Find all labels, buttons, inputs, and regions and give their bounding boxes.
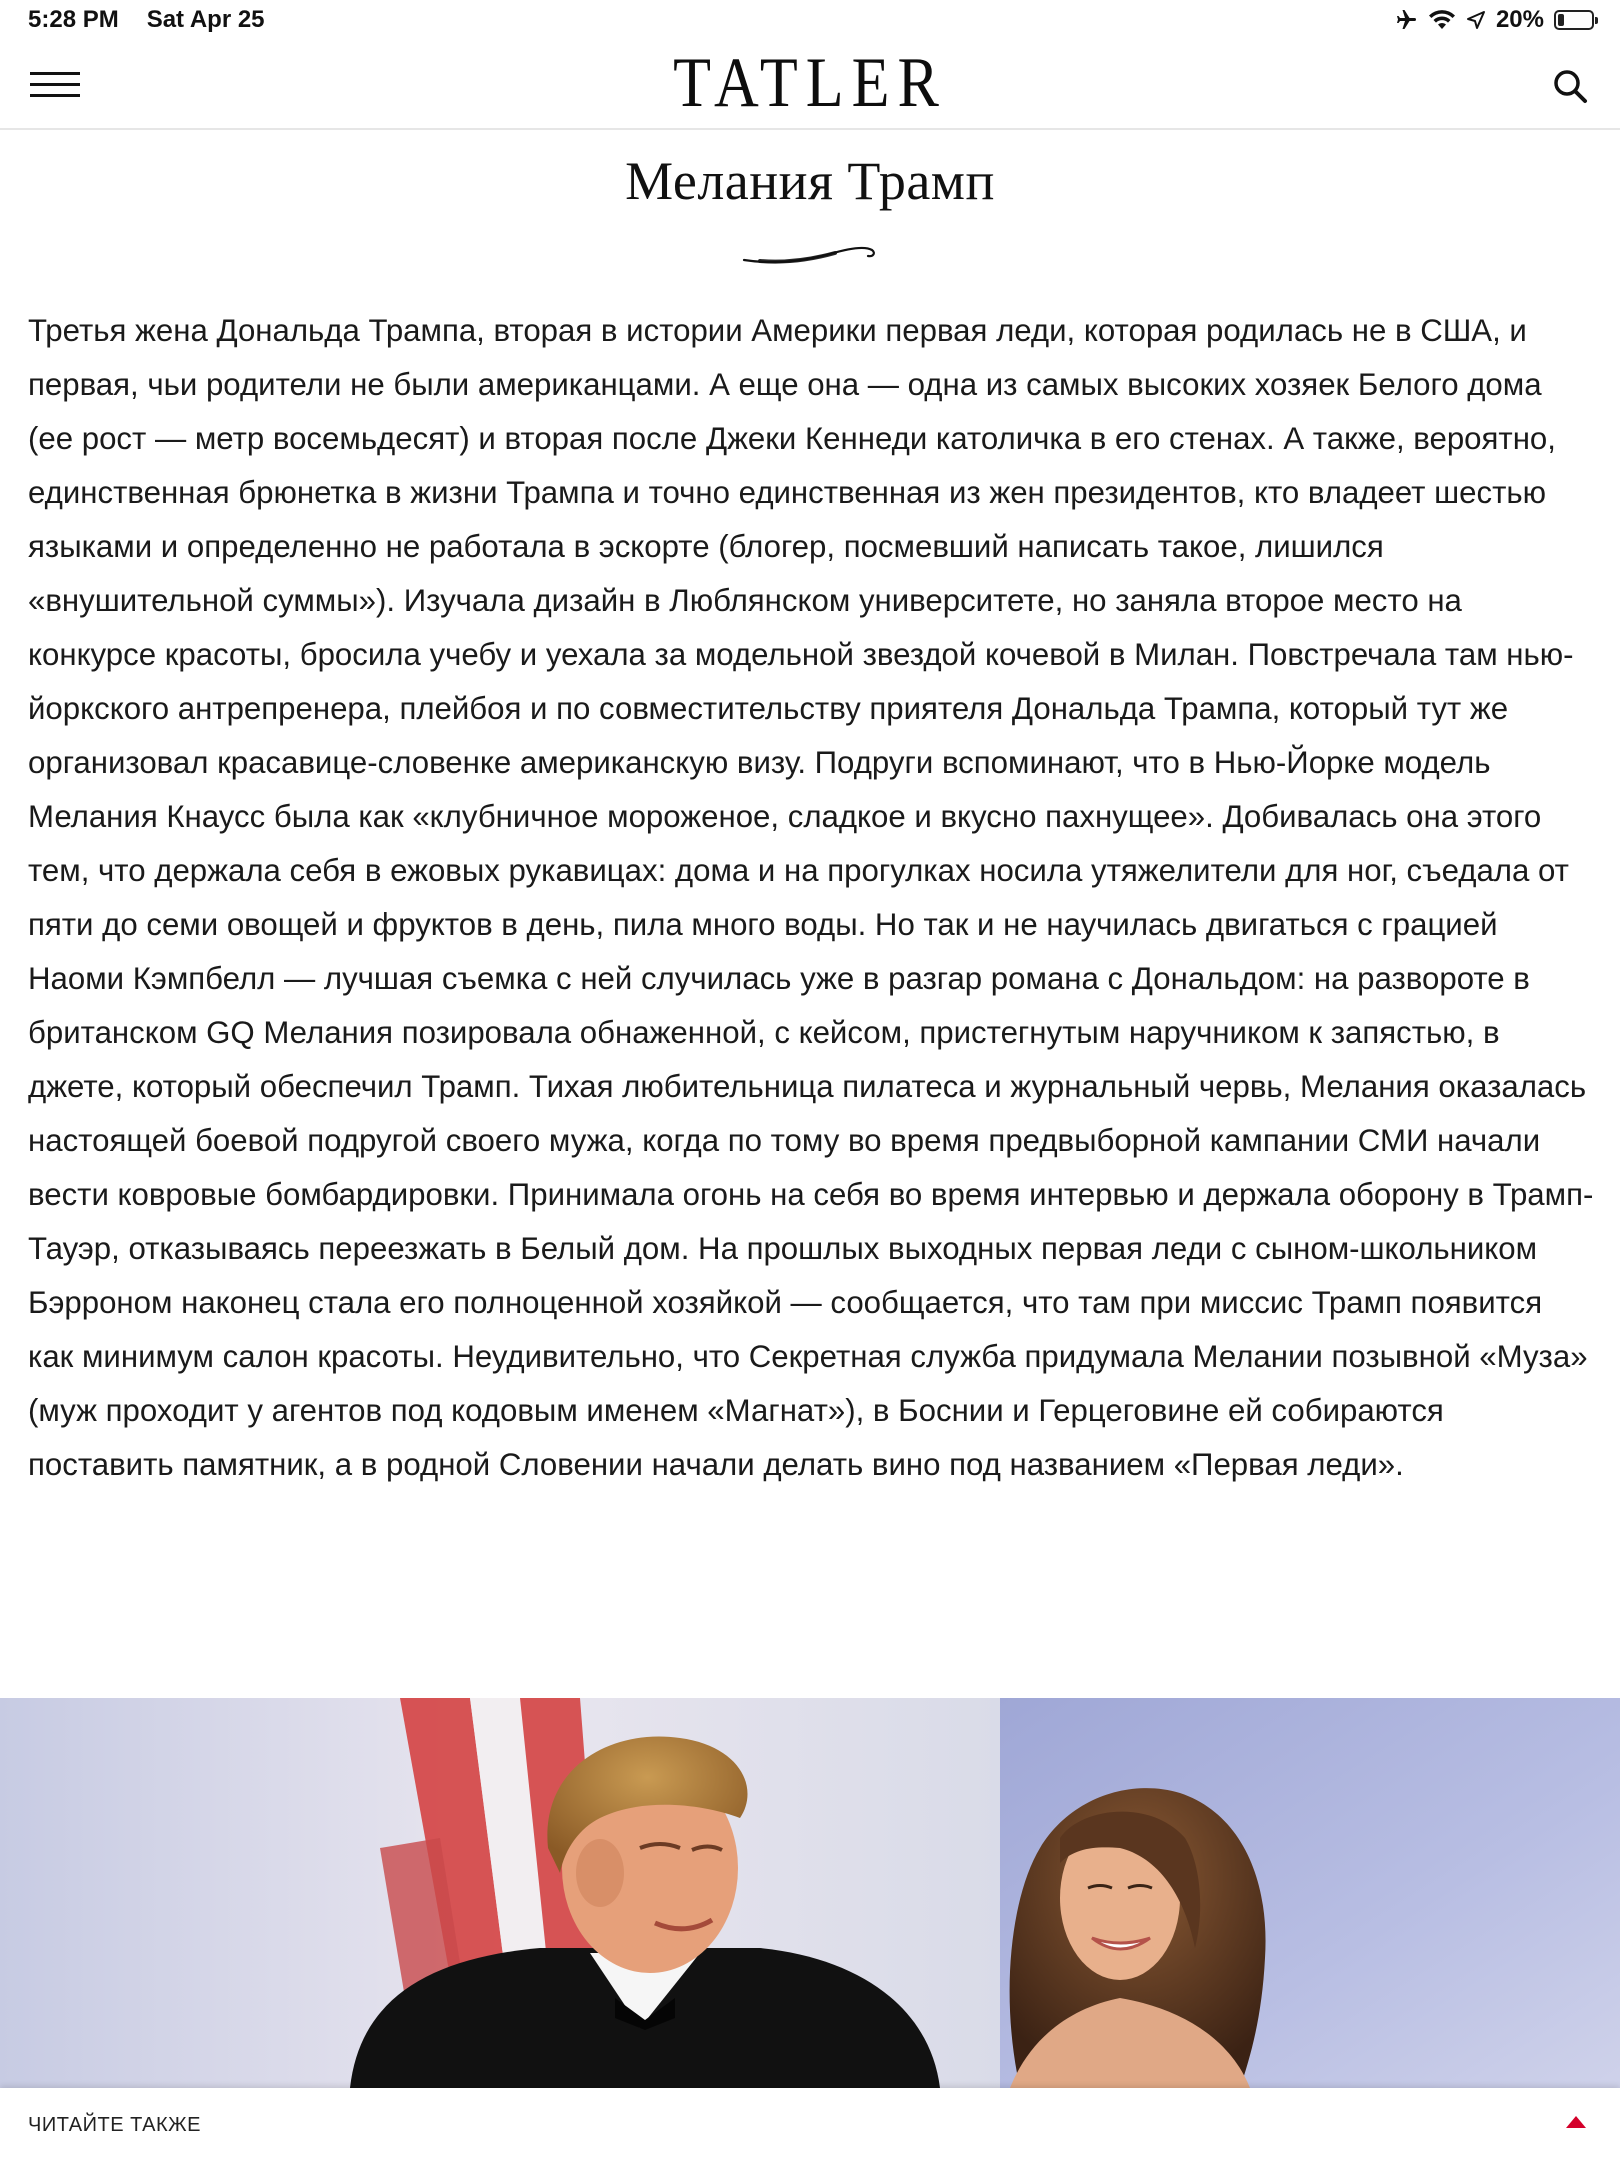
- battery-percent: 20%: [1495, 6, 1544, 33]
- article-body: Третья жена Дональда Трампа, вторая в истории Америки первая леди, которая родилась не в США, и первая, чьи родители не были американцами. А еще она — одна из самых высоких хозяек Белого дома (ее рост — метр восемьдесят) и вторая после Джеки Кеннеди католичка в его стенах. А также, вероятно, единственная брюнетка в жизни Трампа и точно единственная из жен президентов, кто владеет шестью языками и определенно не работала в эскорте (блогер, посмевший написать такое, лишился «внушительной суммы»). Изучала дизайн в Люблянском университете, но заняла второе место на конкурсе красоты, бросила учебу и уехала за модельной звездой кочевой в Милан. Повстречала там нью-йоркского антрепренера, плейбоя и по совместительству приятеля Дональда Трампа, который тут же организовал красавице-словенке американскую визу. Подруги вспоминают, что в Нью-Йорке модель Мелания Кнаусс была как «клубничное мороженое, сладкое и вкусно пахнущее». Добивалась она этого тем, что держала себя в ежовых рукавицах: дома и на прогулках носила утяжелители для ног, съедала от пяти до семи овощей и фруктов в день, пила много воды. Но так и не научилась двигаться с грацией Наоми Кэмпбелл — лучшая съемка с ней случилась уже в разгар романа с Дональдом: на развороте в британском GQ Мелания позировала обнаженной, с кейсом, пристегнутым наручником к запястью, в джете, который обеспечил Трамп. Тихая любительница пилатеса и журнальный червь, Мелания оказалась настоящей боевой подругой своего мужа, когда по тому во время предвыборной кампании СМИ начали вести ковровые бомбардировки. Принимала огонь на себя во время интервью и держала оборону в Трамп-Тауэр, отказываясь переезжать в Белый дом. На прошлых выходных первая леди с сыном-школьником Бэрроном наконец стала его полноценной хозяйкой — сообщается, что там при миссис Трамп появится как минимум салон красоты. Неудивительно, что Секретная служба придумала Мелании позывной «Муза» (муж проходит у агентов под кодовым именем «Магнат»), в Боснии и Герцеговине ей собираются поставить памятник, а в родной Словении начали делать вино под названием «Первая леди».: [28, 313, 1594, 1482]
- tatler-logo[interactable]: TATLER: [673, 43, 947, 123]
- status-time: 5:28 PM: [28, 6, 119, 33]
- status-bar: [0, 0, 1620, 40]
- article-photo[interactable]: [0, 1698, 1620, 2088]
- wifi-icon: [1428, 9, 1456, 31]
- location-icon: [1466, 10, 1486, 30]
- search-icon[interactable]: [1550, 66, 1590, 106]
- battery-icon: [1554, 10, 1594, 30]
- expand-up-icon[interactable]: [1566, 2116, 1586, 2128]
- read-also-bar[interactable]: [0, 2088, 1620, 2160]
- read-also-label: ЧИТАЙТЕ ТАКЖЕ: [28, 2114, 201, 2136]
- photo-illustration: [0, 1698, 1620, 2088]
- battery-fill: [1558, 14, 1564, 26]
- article-title: Мелания Трамп: [625, 151, 995, 211]
- flourish-divider-icon: [740, 238, 880, 268]
- status-right: [1394, 6, 1594, 34]
- status-left: [28, 6, 265, 34]
- status-date: Sat Apr 25: [146, 6, 265, 33]
- site-header: [0, 40, 1620, 130]
- airplane-icon: [1394, 8, 1418, 32]
